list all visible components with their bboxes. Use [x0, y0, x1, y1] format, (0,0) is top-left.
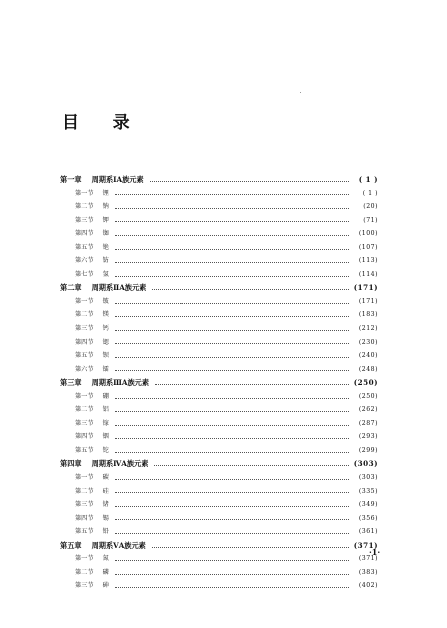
dot-leader	[115, 302, 349, 304]
toc-entry-title: 周期系ⅤA族元素	[91, 540, 146, 550]
toc-section-row	[60, 200, 378, 214]
toc-section-row	[60, 444, 378, 458]
dot-leader	[115, 207, 349, 209]
toc-entry-title: 硼	[102, 392, 109, 400]
toc-entry-number: 第四节	[75, 514, 94, 522]
dot-leader	[115, 573, 349, 575]
toc-entry-number: 第七节	[75, 270, 94, 278]
toc-page-number: (262)	[358, 406, 378, 414]
toc-section-row	[60, 552, 378, 566]
toc-section-row	[60, 227, 378, 241]
toc-entry-title: 铯	[102, 243, 109, 251]
toc-page-number: (371)	[358, 555, 378, 563]
toc-section-row	[60, 254, 378, 268]
toc-entry-number: 第六节	[75, 257, 94, 265]
toc-page-number: (171)	[353, 283, 378, 293]
toc-entry-number: 第五节	[75, 528, 94, 536]
toc-page-number: (71)	[363, 216, 378, 224]
toc-page-number: (248)	[358, 365, 378, 373]
toc-entry-title: 硅	[102, 487, 109, 495]
toc-page-number: (361)	[358, 528, 378, 536]
toc-entry-number: 第二节	[75, 406, 94, 414]
toc-entry-number: 第三节	[75, 325, 94, 333]
toc-entry-title: 周期系ⅡA族元素	[91, 283, 147, 293]
toc-entry-title: 钠	[102, 203, 109, 211]
toc-page-number: (240)	[358, 352, 378, 360]
toc-chapter-row	[60, 376, 378, 390]
toc-section-row	[60, 241, 378, 255]
toc-chapter-row	[60, 457, 378, 471]
toc-page-number: (402)	[358, 582, 378, 590]
toc-section-row	[60, 322, 378, 336]
toc-entry-title: 钙	[102, 325, 109, 333]
toc-entry-number: 第四节	[75, 230, 94, 238]
dot-leader	[115, 478, 349, 480]
toc-section-row	[60, 349, 378, 363]
dot-leader	[115, 505, 349, 507]
toc-entry-number: 第一节	[75, 555, 94, 563]
toc-section-row	[60, 417, 378, 431]
page-title: 目 录	[62, 113, 132, 133]
toc-section-row	[60, 498, 378, 512]
toc-section-row	[60, 336, 378, 350]
toc-entry-number: 第三节	[75, 582, 94, 590]
toc-entry-title: 镭	[102, 365, 109, 373]
toc-entry-title: 钫	[102, 257, 109, 265]
toc-entry-number: 第一节	[75, 189, 94, 197]
toc-page-number: (171)	[358, 297, 378, 305]
toc-page-number: (230)	[358, 338, 378, 346]
toc-section-row	[60, 579, 378, 593]
dot-leader	[115, 410, 349, 412]
toc-page-number: (107)	[358, 243, 378, 251]
toc-entry-title: 氮	[102, 555, 109, 563]
toc-chapter-row	[60, 281, 378, 295]
toc-entry-number: 第五节	[75, 446, 94, 454]
toc-entry-number: 第一节	[75, 392, 94, 400]
toc-page-number: ( 1 )	[358, 175, 378, 184]
toc-entry-title: 锡	[102, 514, 109, 522]
toc-section-row	[60, 566, 378, 580]
dot-leader	[115, 275, 349, 277]
toc-entry-title: 铅	[102, 528, 109, 536]
dot-leader	[155, 383, 349, 385]
toc-entry-number: 第二节	[75, 568, 94, 576]
dot-leader	[115, 437, 349, 439]
toc-section-row	[60, 471, 378, 485]
toc-entry-number: 第四章	[60, 459, 82, 469]
toc-entry-title: 碳	[102, 474, 109, 482]
toc-chapter-row	[60, 173, 378, 187]
toc-entry-title: 钡	[102, 352, 109, 360]
toc-entry-title: 铊	[102, 446, 109, 454]
toc-entry-number: 第四节	[75, 433, 94, 441]
toc-section-row	[60, 268, 378, 282]
toc-page-number: (335)	[358, 487, 378, 495]
toc-entry-title: 铟	[102, 433, 109, 441]
toc-page-number: (299)	[358, 446, 378, 454]
toc-page-number: (383)	[358, 568, 378, 576]
scan-speck	[181, 303, 182, 304]
toc-entry-number: 第一章	[60, 175, 82, 184]
dot-leader	[115, 234, 349, 236]
dot-leader	[115, 248, 349, 250]
toc-entry-title: 铷	[102, 230, 109, 238]
dot-leader	[115, 261, 349, 263]
toc-section-row	[60, 485, 378, 499]
toc-page-number: (114)	[358, 270, 378, 278]
dot-leader	[115, 532, 349, 534]
toc-entry-number: 第三章	[60, 378, 82, 388]
toc-entry-title: 磷	[102, 568, 109, 576]
toc-section-row	[60, 430, 378, 444]
dot-leader	[115, 315, 349, 317]
toc-section-row	[60, 187, 378, 201]
toc-entry-number: 第二节	[75, 311, 94, 319]
toc-page-number: (20)	[363, 203, 378, 211]
toc-page-number: (303)	[358, 474, 378, 482]
toc-section-row	[60, 390, 378, 404]
dot-leader	[152, 546, 349, 548]
toc-section-row	[60, 295, 378, 309]
toc-entry-number: 第二章	[60, 283, 82, 293]
toc-entry-title: 锗	[102, 501, 109, 509]
toc-page-number: (113)	[358, 257, 378, 265]
page-number: ·1·	[369, 547, 381, 557]
toc-section-row	[60, 525, 378, 539]
dot-leader	[115, 586, 349, 588]
dot-leader	[115, 369, 349, 371]
toc-entry-title: 氢	[102, 270, 109, 278]
toc-page-number: (250)	[358, 392, 378, 400]
toc-entry-number: 第一节	[75, 474, 94, 482]
toc-page-number: (293)	[358, 433, 378, 441]
dot-leader	[115, 491, 349, 493]
toc-page-number: (100)	[358, 230, 378, 238]
dot-leader	[115, 356, 349, 358]
dot-leader	[115, 424, 349, 426]
dot-leader	[152, 288, 349, 290]
dot-leader	[115, 518, 349, 520]
toc-entry-title: 周期系ⅢA族元素	[91, 378, 150, 388]
dot-leader	[154, 464, 349, 466]
toc-entry-number: 第一节	[75, 297, 94, 305]
toc-entry-title: 周期系ⅣA族元素	[91, 459, 149, 469]
toc-page-number: (349)	[358, 501, 378, 509]
toc-chapter-row	[60, 539, 378, 553]
toc-entry-number: 第三节	[75, 216, 94, 224]
dot-leader	[150, 180, 349, 182]
table-of-contents	[60, 173, 381, 593]
toc-entry-title: 锶	[102, 338, 109, 346]
dot-leader	[115, 342, 349, 344]
dot-leader	[115, 397, 349, 399]
toc-entry-title: 周期系ⅠA族元素	[91, 175, 144, 184]
dot-leader	[115, 220, 349, 222]
toc-page-number: (250)	[353, 378, 378, 388]
dot-leader	[115, 559, 349, 561]
toc-entry-title: 镁	[102, 311, 109, 319]
toc-page-number: (212)	[358, 325, 378, 333]
toc-section-row	[60, 363, 378, 377]
toc-page-number: ( 1 )	[362, 189, 378, 197]
dot-leader	[115, 329, 349, 331]
toc-entry-number: 第二节	[75, 203, 94, 211]
toc-page-number: (356)	[358, 514, 378, 522]
toc-entry-number: 第三节	[75, 419, 94, 427]
toc-entry-number: 第四节	[75, 338, 94, 346]
toc-page-number: (183)	[358, 311, 378, 319]
toc-entry-title: 镓	[102, 419, 109, 427]
toc-entry-title: 锂	[102, 189, 109, 197]
toc-entry-number: 第六节	[75, 365, 94, 373]
scan-speck	[300, 92, 301, 93]
toc-entry-number: 第二节	[75, 487, 94, 495]
toc-entry-title: 铝	[102, 406, 109, 414]
toc-page-number: (287)	[358, 419, 378, 427]
toc-entry-title: 砷	[102, 582, 109, 590]
toc-section-row	[60, 403, 378, 417]
toc-entry-number: 第五节	[75, 352, 94, 360]
dot-leader	[115, 451, 349, 453]
toc-section-row	[60, 512, 378, 526]
toc-entry-number: 第五章	[60, 540, 82, 550]
toc-entry-title: 钾	[102, 216, 109, 224]
toc-page-number: (371)	[353, 540, 378, 550]
toc-entry-title: 铍	[102, 297, 109, 305]
toc-section-row	[60, 214, 378, 228]
toc-entry-number: 第五节	[75, 243, 94, 251]
toc-section-row	[60, 308, 378, 322]
dot-leader	[115, 193, 349, 195]
toc-page-number: (303)	[353, 459, 378, 469]
toc-entry-number: 第三节	[75, 501, 94, 509]
